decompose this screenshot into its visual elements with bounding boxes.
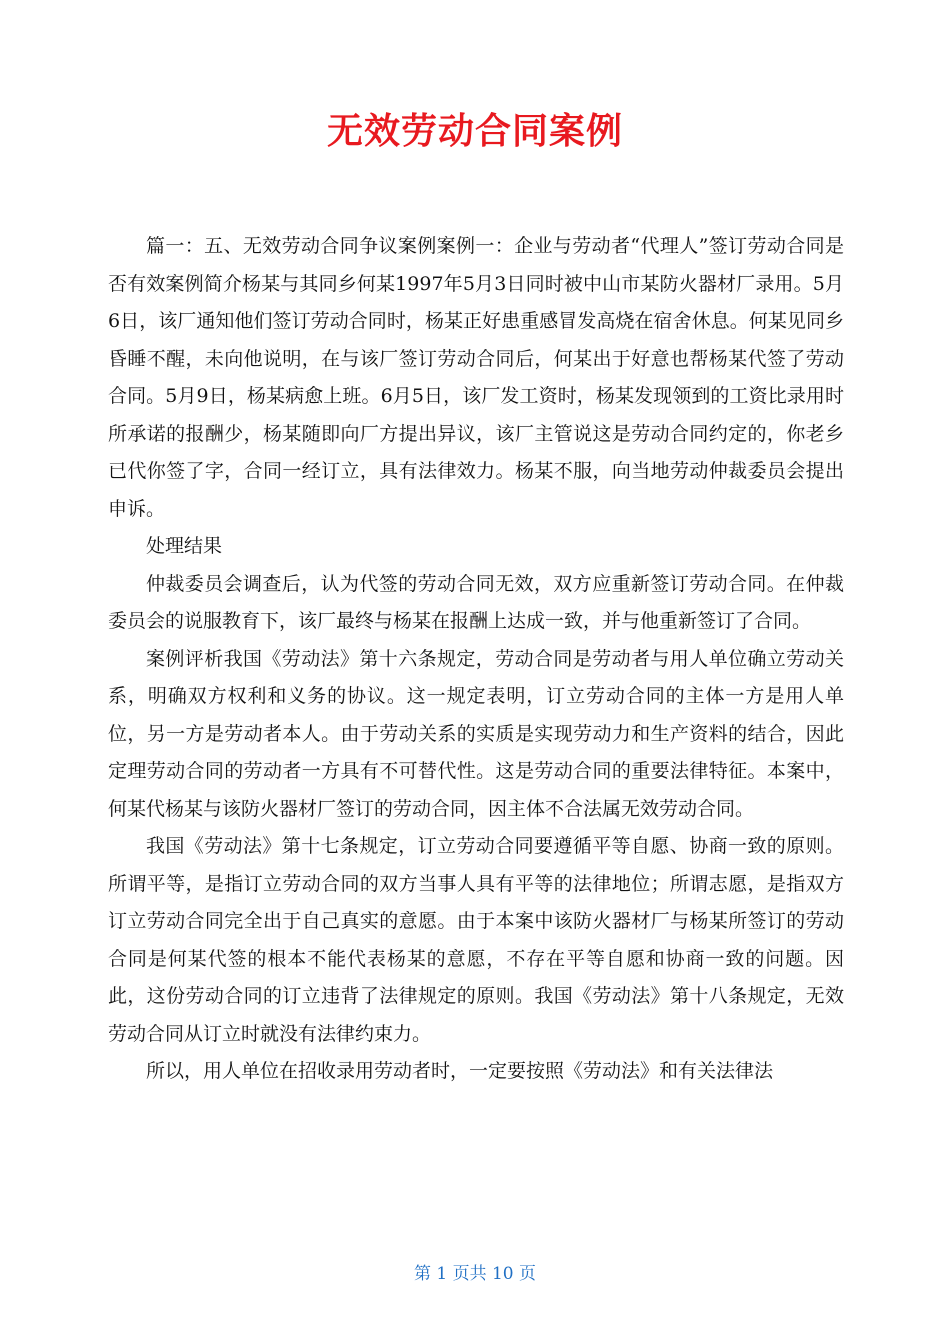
paragraph-result: 仲裁委员会调查后，认为代签的劳动合同无效，双方应重新签订劳动合同。在仲裁委员会的说服教育下，该厂最终与杨某在报酬上达成一致，并与他重新签订了合同。 xyxy=(108,572,844,632)
paragraph-case-intro: 篇一：五、无效劳动合同争议案例案例一：企业与劳动者“代理人”签订劳动合同是否有效案例简介杨某与其同乡何某1997年5月3日同时被中山市某防火器材厂录用。5月6日，该厂通知他们签订劳动合同时，杨某正好患重感冒发高烧在宿舍休息。何某见同乡昏睡不醒，未向他说明，在与该厂签订劳动合同后，何某出于好意也帮杨某代签了劳动合同。5月9日，杨某病愈上班。6月5日，该厂发工资时，杨某发现领到的工资比录用时所承诺的报酬少，杨某随即向厂方提出异议，该厂主管说这是劳动合同约定的，你老乡已代你签了字，合同一经订立，具有法律效力。杨某不服，向当地劳动仲裁委员会提出申诉。 xyxy=(108,235,844,520)
document-title: 无效劳动合同案例 xyxy=(326,111,623,152)
document-body xyxy=(108,228,844,1091)
paragraph-analysis: 案例评析我国《劳动法》第十六条规定，劳动合同是劳动者与用人单位确立劳动关系，明确双方权利和义务的协议。这一规定表明，订立劳动合同的主体一方是用人单位，另一方是劳动者本人。由于劳动关系的实质是实现劳动力和生产资料的结合，因此定理劳动合同的劳动者一方具有不可替代性。这是劳动合同的重要法律特征。本案中，何某代杨某与该防火器材厂签订的劳动合同，因主体不合法属无效劳动合同。 xyxy=(108,647,844,820)
paragraph-law-article: 我国《劳动法》第十七条规定，订立劳动合同要遵循平等自愿、协商一致的原则。所谓平等，是指订立劳动合同的双方当事人具有平等的法律地位；所谓志愿，是指双方订立劳动合同完全出于自己真实的意愿。由于本案中该防火器材厂与杨某所签订的劳动合同是何某代签的根本不能代表杨某的意愿，不存在平等自愿和协商一致的问题。因此，这份劳动合同的订立违背了法律规定的原则。我国《劳动法》第十八条规定，无效劳动合同从订立时就没有法律约束力。 xyxy=(108,835,844,1045)
paragraph-result-heading: 处理结果 xyxy=(146,535,223,557)
page-footer: 第 1 页共 10 页 xyxy=(413,1264,537,1284)
paragraph-conclusion: 所以，用人单位在招收录用劳动者时，一定要按照《劳动法》和有关法律法 xyxy=(146,1060,774,1082)
